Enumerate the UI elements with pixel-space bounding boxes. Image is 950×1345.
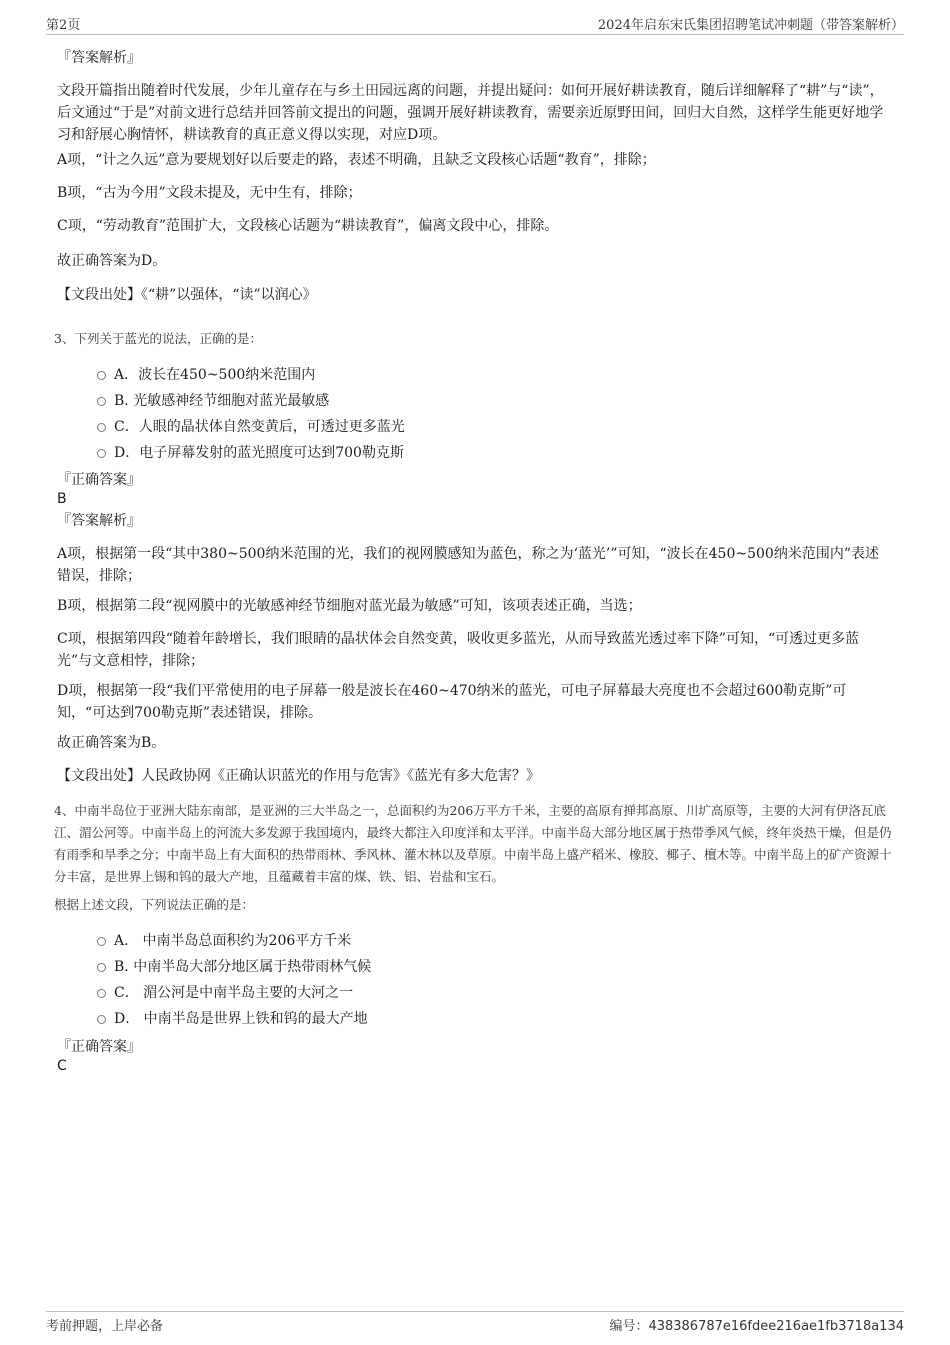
option-a[interactable]	[97, 930, 351, 952]
option-b[interactable]	[97, 956, 371, 978]
analysis-label: 『答案解析』	[57, 513, 141, 529]
option-b[interactable]	[97, 390, 329, 412]
document-code	[609, 1315, 904, 1334]
analysis-paragraph: C项，“劳动教育”范围扩大，文段核心话题为“耕读教育”，偏离文段中心，排除。	[57, 218, 559, 234]
radio-icon[interactable]	[97, 397, 106, 406]
correct-answer-label: 『正确答案』	[57, 472, 141, 488]
analysis-paragraph: A项，根据第一段“其中380~500纳米范围的光，我们的视网膜感知为蓝色，称之为‘蓝光’”可知，“波长在450~500纳米范围内”表述错误，排除；	[57, 546, 879, 584]
analysis-paragraph: D项，根据第一段“我们平常使用的电子屏幕一般是波长在460~470纳米的蓝光，可电子屏幕最大亮度也不会超过600勒克斯”可知，“可达到700勒克斯”表述错误，排除。	[57, 683, 847, 721]
page-header	[46, 14, 904, 35]
correct-answer-label: 『正确答案』	[57, 1039, 141, 1055]
analysis-paragraph: C项，根据第四段“随着年龄增长，我们眼睛的晶状体会自然变黄，吸收更多蓝光，从而导致蓝光透过率下降”可知，“可透过更多蓝光”与文意相悖，排除；	[57, 631, 860, 669]
page-number: 第2页	[46, 18, 81, 33]
code-value: 438386787e16fdee216ae1fb3718a134	[648, 1319, 904, 1334]
correct-answer: B	[57, 491, 67, 507]
option-label: A． 中南半岛总面积约为206平方千米	[114, 933, 352, 949]
analysis-paragraph: B项，根据第二段“视网膜中的光敏感神经节细胞对蓝光最为敏感”可知，该项表述正确，当选；	[57, 598, 642, 614]
question-stem: 根据上述文段，下列说法正确的是：	[54, 897, 255, 912]
option-label: B. 光敏感神经节细胞对蓝光最敏感	[114, 393, 330, 409]
answer-conclusion: 故正确答案为B。	[57, 735, 166, 751]
option-label: C．人眼的晶状体自然变黄后，可透过更多蓝光	[114, 419, 405, 435]
document-title: 2024年启东宋氏集团招聘笔试冲刺题（带答案解析）	[597, 18, 904, 33]
radio-icon[interactable]	[97, 371, 106, 380]
radio-icon[interactable]	[97, 1015, 106, 1024]
page-footer	[46, 1311, 904, 1334]
analysis-label: 『答案解析』	[57, 50, 141, 66]
radio-icon[interactable]	[97, 989, 106, 998]
option-label: A．波长在450~500纳米范围内	[114, 367, 316, 383]
option-d[interactable]	[97, 442, 404, 464]
option-c[interactable]	[97, 416, 405, 438]
option-a[interactable]	[97, 364, 315, 386]
source-citation: 【文段出处】《“耕”以强体，“读”以润心》	[57, 287, 317, 303]
option-c[interactable]	[97, 982, 353, 1004]
option-label: D． 中南半岛是世界上铁和钨的最大产地	[114, 1011, 368, 1027]
analysis-paragraph: A项，“计之久远”意为要规划好以后要走的路，表述不明确，且缺乏文段核心话题“教育”，排除；	[57, 152, 656, 168]
radio-icon[interactable]	[97, 963, 106, 972]
analysis-paragraph: B项，“古为今用”文段未提及，无中生有，排除；	[57, 185, 362, 201]
correct-answer: C	[57, 1058, 67, 1074]
radio-icon[interactable]	[97, 449, 106, 458]
radio-icon[interactable]	[97, 937, 106, 946]
analysis-paragraph: 文段开篇指出随着时代发展，少年儿童存在与乡土田园远离的问题，并提出疑问：如何开展好耕读教育，随后详细解释了“耕”与“读”，后文通过“于是”对前文进行总结并回答前文提出的问题，强调开展好耕读教育，需要亲近原野田间，回归大自然，这样学生能更好地学习和舒展心胸情怀，耕读教育的真正意义得以实现，对应D项。	[57, 83, 884, 143]
footer-slogan: 考前押题，上岸必备	[46, 1319, 164, 1334]
radio-icon[interactable]	[97, 423, 106, 432]
question-stem: 3、下列关于蓝光的说法，正确的是：	[54, 331, 262, 346]
option-label: C． 湄公河是中南半岛主要的大河之一	[114, 985, 354, 1001]
source-citation: 【文段出处】人民政协网《正确认识蓝光的作用与危害》《蓝光有多大危害？》	[57, 768, 540, 784]
option-d[interactable]	[97, 1008, 368, 1030]
option-label: B. 中南半岛大部分地区属于热带雨林气候	[114, 959, 372, 975]
question-passage: 4、中南半岛位于亚洲大陆东南部，是亚洲的三大半岛之一，总面积约为206万平方千米，主要的高原有掸邦高原、川圹高原等，主要的大河有伊洛瓦底江、湄公河等。中南半岛上的河流大多发源于我国境内，最终大都注入印度洋和太平洋。中南半岛大部分地区属于热带季风气候，终年炎热干燥，但是仍有雨季和旱季之分；中南半岛上有大面积的热带雨林、季风林、灌木林以及草原。中南半岛上盛产稻米、橡胶、椰子、檀木等。中南半岛上的矿产资源十分丰富，是世界上锡和钨的最大产地，且蕴藏着丰富的煤、铁、铝、岩盐和宝石。	[54, 803, 892, 884]
option-label: D．电子屏幕发射的蓝光照度可达到700勒克斯	[114, 445, 404, 461]
answer-conclusion: 故正确答案为D。	[57, 253, 167, 269]
code-label: 编号：	[609, 1319, 649, 1334]
